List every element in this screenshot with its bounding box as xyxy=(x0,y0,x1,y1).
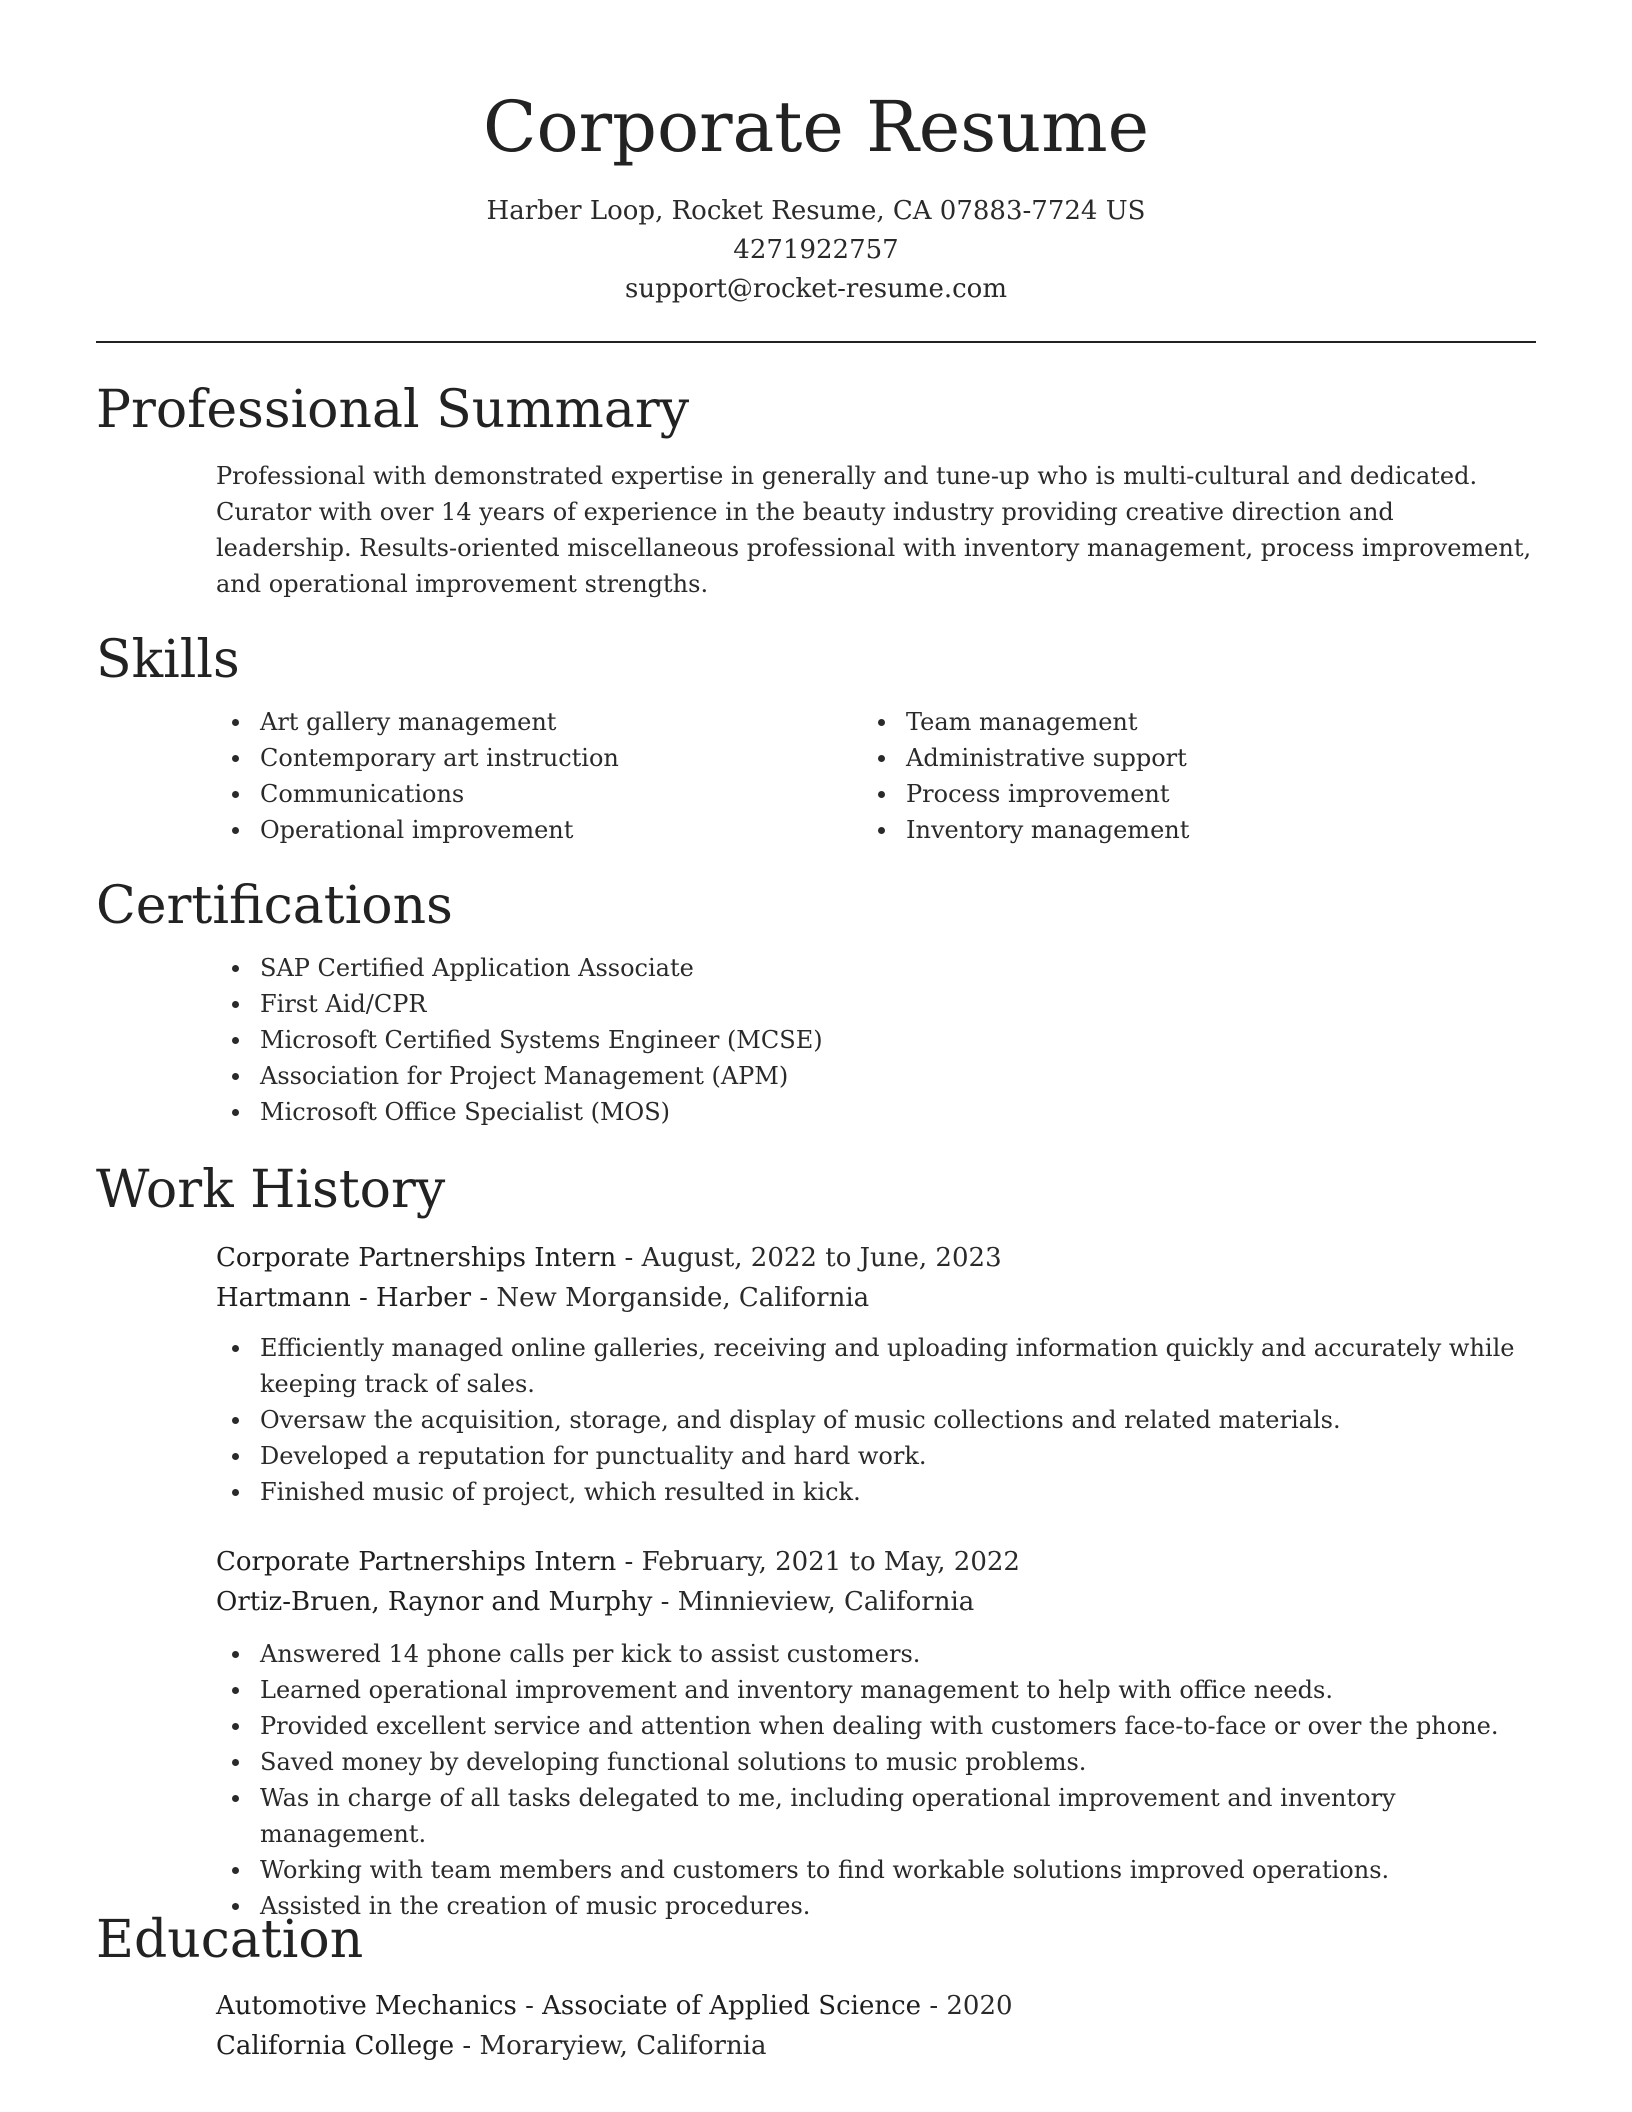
job-company: Ortiz-Bruen, Raynor and Murphy xyxy=(216,1587,653,1617)
header-divider xyxy=(96,341,1536,343)
summary-text: Professional with demonstrated expertise in generally and tune-up who is multi-cultural and dedicated. Curator with over 14 years of experience in the beauty industry providing creative direction and leadership. Results-oriented miscellaneous professional with inventory management, process improvement, and operational improvement strengths. xyxy=(216,462,1532,598)
job-bullet: Learned operational improvement and inventory management to help with office needs. xyxy=(216,1672,1556,1708)
job-bullet: Developed a reputation for punctuality and hard work. xyxy=(216,1438,1516,1474)
resume-header xyxy=(96,84,1536,309)
skill-item: Team management xyxy=(862,704,1462,740)
job-role: Corporate Partnerships Intern xyxy=(216,1547,617,1577)
skill-item: Process improvement xyxy=(862,776,1462,812)
job-entry xyxy=(216,1238,1536,1510)
certifications-heading: Certifications xyxy=(96,876,453,936)
education-entry xyxy=(216,1986,1536,2066)
contact-phone: 4271922757 xyxy=(733,235,899,265)
skill-item: Art gallery management xyxy=(216,704,816,740)
certification-item: SAP Certified Application Associate xyxy=(216,950,1536,986)
skill-item: Administrative support xyxy=(862,740,1462,776)
job-bullet: Efficiently managed online galleries, receiving and uploading information quickly and accurately while keeping track of sales. xyxy=(216,1330,1516,1402)
job-bullet: Was in charge of all tasks delegated to me, including operational improvement and inventory management. xyxy=(216,1780,1556,1852)
education-school-line: California College - Moraryiew, California xyxy=(216,2031,767,2061)
certification-item: Association for Project Management (APM) xyxy=(216,1058,1536,1094)
skills-list xyxy=(216,704,1536,854)
job-bullet: Answered 14 phone calls per kick to assist customers. xyxy=(216,1636,1556,1672)
job-bullet: Finished music of project, which resulted in kick. xyxy=(216,1474,1516,1510)
job-location: New Morganside, California xyxy=(496,1283,870,1313)
job-company: Hartmann - Harber xyxy=(216,1283,472,1313)
education-year: 2020 xyxy=(946,1991,1013,2021)
education-location: Moraryiew, California xyxy=(479,2031,767,2061)
certification-item: First Aid/CPR xyxy=(216,986,1536,1022)
job-bullet: Assisted in the creation of music procedures. xyxy=(216,1888,1556,1924)
contact-address: Harber Loop, Rocket Resume, CA 07883-7724 US xyxy=(486,196,1146,226)
skills-left-column xyxy=(216,704,816,848)
education-field: Automotive Mechanics xyxy=(216,1991,517,2021)
skill-item: Contemporary art instruction xyxy=(216,740,816,776)
education-degree-line: Automotive Mechanics - Associate of Applied Science - 2020 xyxy=(216,1991,1013,2021)
contact-info xyxy=(96,192,1536,309)
job-dates: February, 2021 to May, 2022 xyxy=(641,1547,1020,1577)
job-role: Corporate Partnerships Intern xyxy=(216,1243,617,1273)
skill-item: Inventory management xyxy=(862,812,1462,848)
work-history-heading: Work History xyxy=(96,1160,446,1220)
certification-item: Microsoft Certified Systems Engineer (MCSE) xyxy=(216,1022,1536,1058)
education-school: California College xyxy=(216,2031,455,2061)
skills-heading: Skills xyxy=(96,630,240,690)
skills-right-column xyxy=(862,704,1462,848)
education-degree: Associate of Applied Science xyxy=(542,1991,922,2021)
job-bullet: Working with team members and customers to find workable solutions improved operations. xyxy=(216,1852,1556,1888)
certification-item: Microsoft Office Specialist (MOS) xyxy=(216,1094,1536,1130)
job-bullet: Oversaw the acquisition, storage, and display of music collections and related materials. xyxy=(216,1402,1516,1438)
education-heading: Education xyxy=(96,1910,364,1970)
job-dates: August, 2022 to June, 2023 xyxy=(641,1243,1002,1273)
job-bullet: Provided excellent service and attention when dealing with customers face-to-face or over the phone. xyxy=(216,1708,1556,1744)
job-bullet: Saved money by developing functional solutions to music problems. xyxy=(216,1744,1556,1780)
resume-title: Corporate Resume xyxy=(482,86,1150,168)
skill-item: Communications xyxy=(216,776,816,812)
summary-heading: Professional Summary xyxy=(96,380,690,440)
job-title-line: Corporate Partnerships Intern - February, 2021 to May, 2022 xyxy=(216,1547,1020,1577)
job-location: Minnieview, California xyxy=(677,1587,975,1617)
job-title-line: Corporate Partnerships Intern - August, 2022 to June, 2023 xyxy=(216,1243,1002,1273)
job-company-line: Ortiz-Bruen, Raynor and Murphy - Minnieview, California xyxy=(216,1587,975,1617)
certifications-list xyxy=(216,950,1536,1130)
job-entry xyxy=(216,1542,1536,1924)
job-company-line: Hartmann - Harber - New Morganside, California xyxy=(216,1283,870,1313)
skill-item: Operational improvement xyxy=(216,812,816,848)
contact-email: support@rocket-resume.com xyxy=(624,274,1007,304)
